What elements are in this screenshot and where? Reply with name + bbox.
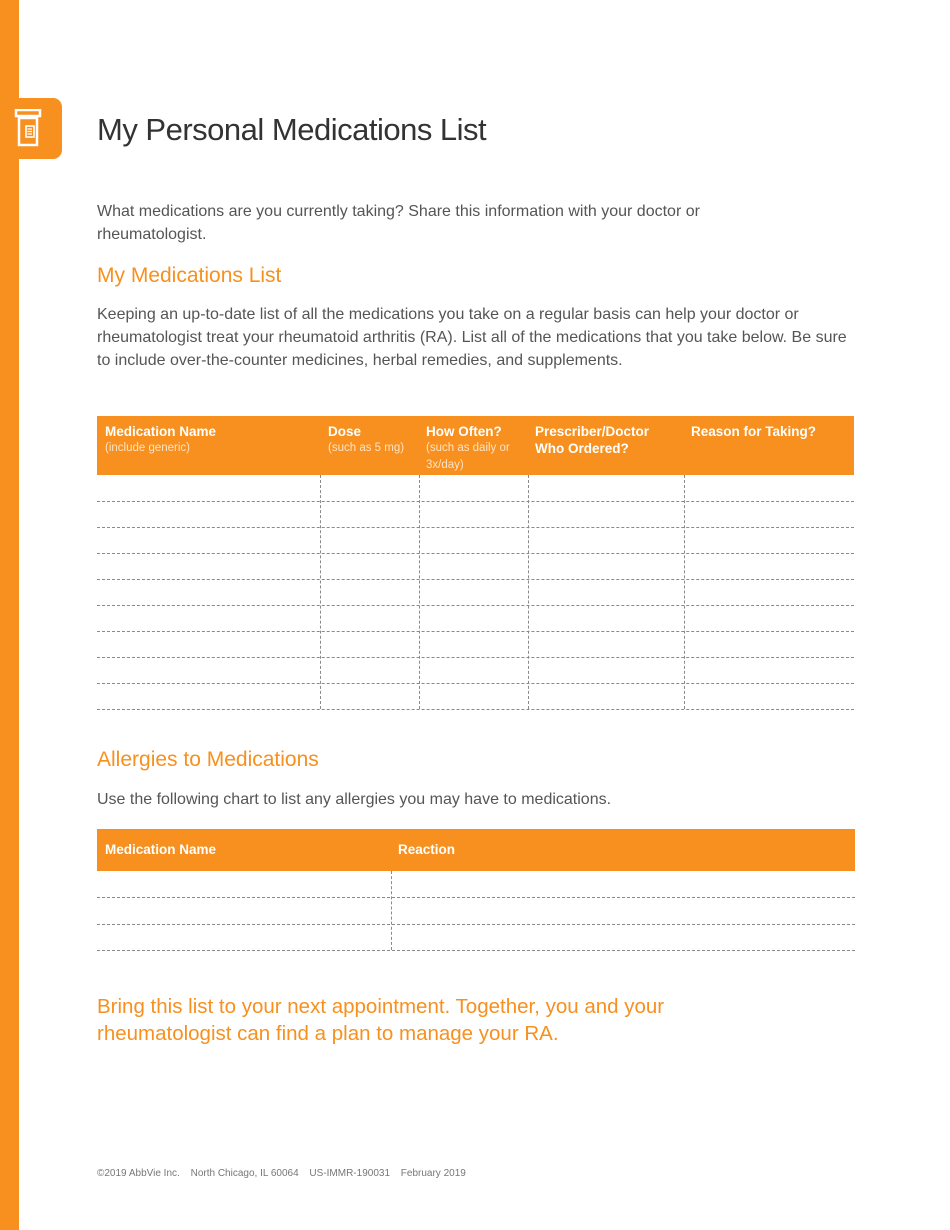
medication-entry-row[interactable]	[97, 501, 854, 527]
allergies-heading: Allergies to Medications	[97, 748, 319, 771]
page-title: My Personal Medications List	[97, 112, 487, 147]
allergies-table-header	[97, 829, 855, 871]
medications-table-header	[97, 416, 854, 475]
col-header-dose: Dose (such as 5 mg)	[328, 424, 405, 454]
allergies-table-body	[97, 871, 855, 950]
medication-entry-column-divider	[419, 475, 420, 709]
col-header-medication-name: Medication Name (include generic)	[105, 424, 217, 454]
footer-address: North Chicago, IL 60064	[190, 1168, 299, 1179]
medication-entry-row[interactable]	[97, 553, 854, 579]
allergy-entry-row[interactable]	[97, 924, 855, 950]
medication-entry-column-divider	[528, 475, 529, 709]
intro-text: What medications are you currently taking? Share this information with your doctor or rheumatologist.	[97, 203, 700, 243]
allergy-entry-row[interactable]	[97, 871, 855, 897]
allergy-entry-column-divider	[391, 871, 392, 950]
medication-entry-row[interactable]	[97, 579, 854, 605]
medication-entry-row[interactable]	[97, 605, 854, 631]
medications-description: Keeping an up-to-date list of all the medications you take on a regular basis can help your doctor or rheumatologist treat your rheumatoid arthritis (RA). List all of the medications that you take below. Be sure to include over-the-counter medicines, herbal remedies, and supplements.	[97, 306, 847, 369]
medication-entry-row[interactable]	[97, 475, 854, 501]
allergies-description: Use the following chart to list any allergies you may have to medications.	[97, 791, 612, 808]
col-header-how-often: How Often? (such as daily or 3x/day)	[426, 424, 510, 471]
medication-entry-column-divider	[320, 475, 321, 709]
header-tab	[0, 98, 62, 159]
footer-code: US-IMMR-190031	[309, 1168, 391, 1179]
medication-entry-row[interactable]	[97, 527, 854, 553]
footer-copyright: ©2019 AbbVie Inc.	[97, 1168, 180, 1179]
medication-entry-row[interactable]	[97, 631, 854, 657]
allergy-entry-row-divider	[97, 950, 855, 951]
pill-bottle-icon	[14, 109, 42, 147]
medications-table-body	[97, 475, 854, 710]
col-header-allergy-medication: Medication Name	[105, 842, 217, 857]
medication-entry-row[interactable]	[97, 657, 854, 683]
footer-date: February 2019	[400, 1168, 466, 1179]
col-header-prescriber: Prescriber/Doctor Who Ordered?	[535, 424, 650, 456]
medications-heading: My Medications List	[97, 264, 282, 287]
allergy-entry-row[interactable]	[97, 897, 855, 923]
side-accent-bar	[0, 0, 19, 1230]
medication-entry-row[interactable]	[97, 683, 854, 709]
medication-entry-row-divider	[97, 709, 854, 710]
footer	[97, 1168, 474, 1179]
medication-entry-column-divider	[684, 475, 685, 709]
col-header-reaction: Reaction	[398, 842, 456, 857]
appointment-reminder: Bring this list to your next appointment. Together, you and your rheumatologist can find a plan to manage your RA.	[97, 995, 665, 1045]
col-header-reason: Reason for Taking?	[691, 424, 817, 439]
